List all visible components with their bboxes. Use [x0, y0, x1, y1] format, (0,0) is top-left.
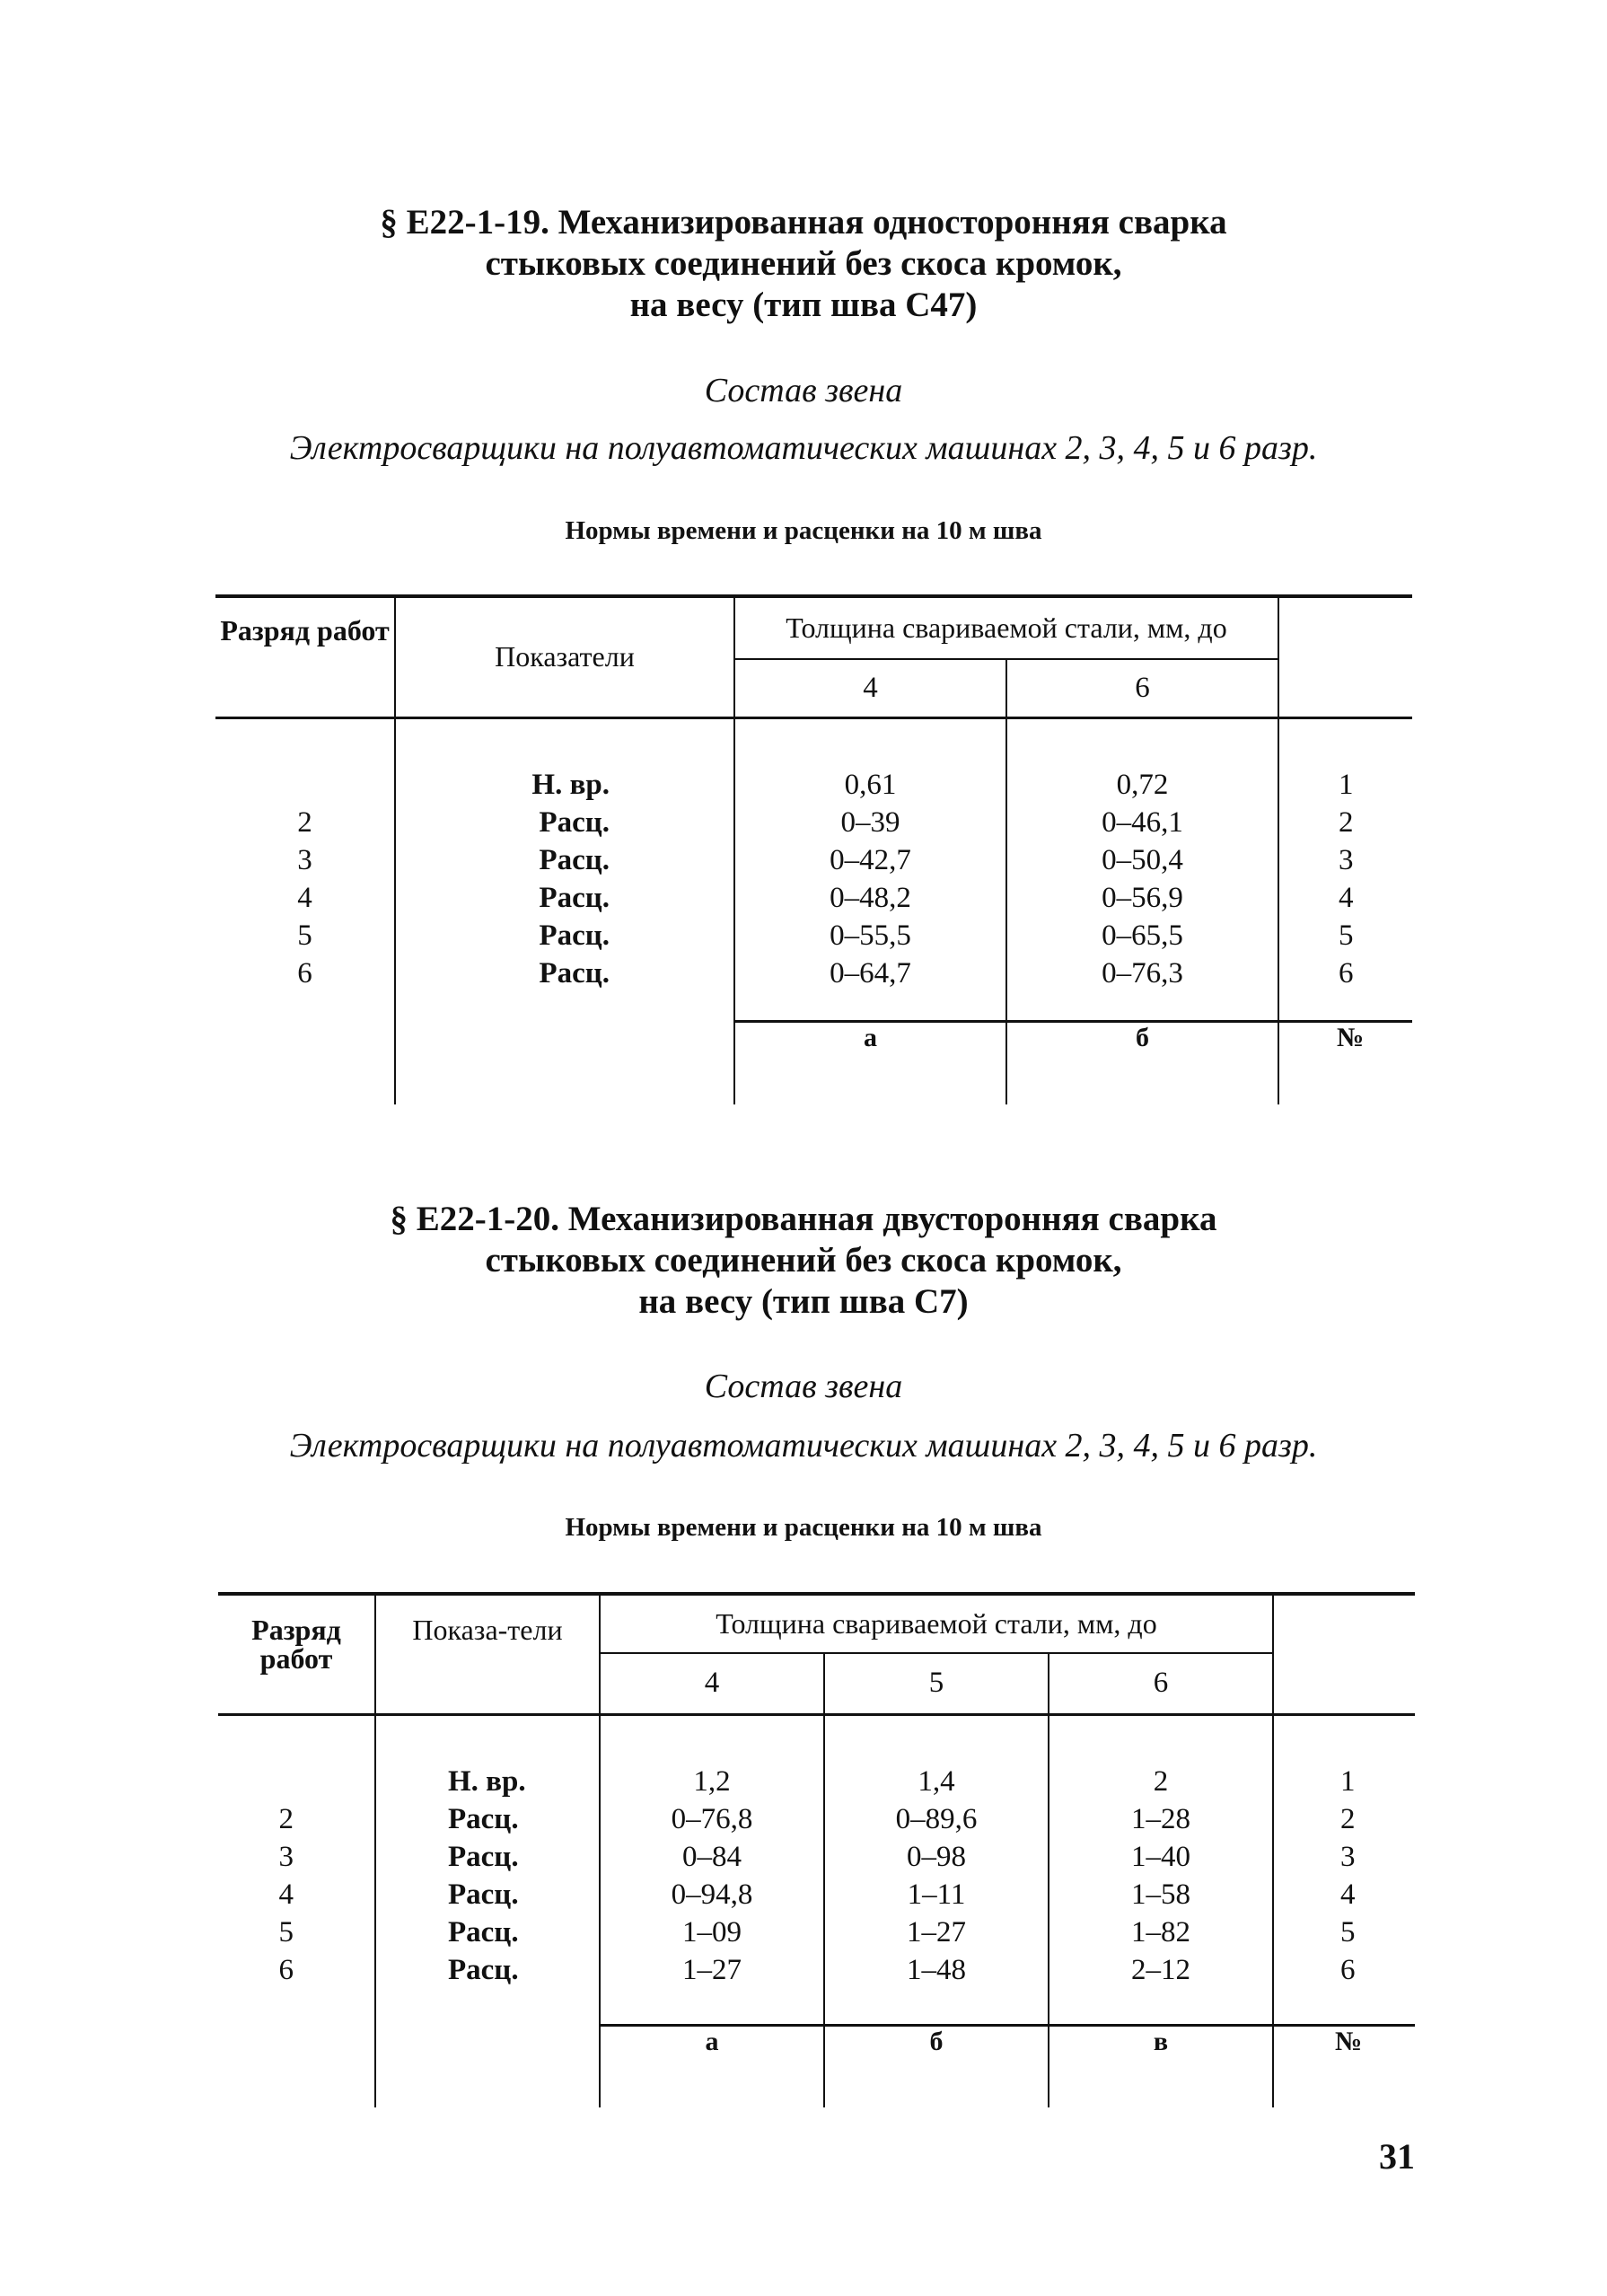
header-number-blank: [1273, 1594, 1415, 1714]
crew-composition: [0, 1361, 1607, 1471]
table-cell: 4: [1340, 1878, 1356, 1911]
table-cell: 0–76,8: [671, 1802, 753, 1835]
table-cell: 0,61: [844, 768, 897, 801]
footer-blank: [395, 1021, 734, 1104]
table-cell: 0–50,4: [1102, 843, 1183, 876]
footer-blank: [218, 2025, 375, 2107]
table-cell: 3: [1340, 1840, 1356, 1873]
table-cell: 1–82: [1131, 1915, 1190, 1949]
header-rank: Разряд работ: [215, 596, 395, 717]
table-cell: 1,2: [693, 1764, 731, 1798]
table-cell: 4: [1339, 881, 1354, 914]
composition-heading: Состав звена: [704, 372, 903, 409]
table-cell: 2: [1339, 805, 1354, 839]
value-column-a: [734, 717, 1006, 1021]
table-caption: Нормы времени и расценки на 10 м шва: [565, 1513, 1042, 1542]
table-cell: 6: [1339, 956, 1354, 990]
table-cell: [218, 1763, 294, 1800]
column-letter: в: [1049, 2025, 1273, 2107]
row-number-column: [1273, 1714, 1415, 2025]
table-cell: 1–28: [1131, 1802, 1190, 1835]
row-number-column: [1278, 717, 1412, 1021]
table-cell: 1–58: [1131, 1878, 1190, 1911]
section-title-line: § Е22-1-19. Механизированная односторонняя сварка: [380, 203, 1227, 242]
column-letter: а: [734, 1021, 1006, 1104]
table-cell: 1–27: [907, 1915, 966, 1949]
header-indicators: Показатели: [395, 596, 734, 717]
header-number-blank: [1278, 596, 1412, 717]
value-column-c: [1049, 1714, 1273, 2025]
section-title: [0, 1199, 1607, 1323]
table-cell: 1–09: [682, 1915, 742, 1949]
table-cell: 5: [1340, 1915, 1356, 1949]
table-cell: Расц.: [539, 919, 610, 952]
table-cell: Расц.: [539, 843, 610, 876]
table-cell: 3: [278, 1840, 294, 1873]
table-cell: 0–98: [907, 1840, 966, 1873]
table-cell: 0–65,5: [1102, 919, 1183, 952]
table-cell: 3: [297, 843, 312, 876]
table-cell: 0–42,7: [830, 843, 911, 876]
table-cell: 1,4: [918, 1764, 955, 1798]
table-cell: 1–27: [682, 1953, 742, 1986]
column-letter: б: [1006, 1021, 1278, 1104]
indicators-column: [395, 717, 734, 1021]
value-column-a: [600, 1714, 824, 2025]
table-cell: 1–11: [907, 1878, 966, 1911]
table-cell: 1–40: [1131, 1840, 1190, 1873]
table-cell: Расц.: [539, 805, 610, 839]
indicators-column: [375, 1714, 600, 2025]
table-cell: 0–76,3: [1102, 956, 1183, 990]
section-title-line: на весу (тип шва С7): [638, 1282, 969, 1321]
table-cell: 1: [1340, 1764, 1356, 1798]
norms-table: [218, 1592, 1415, 2107]
table-cell: 0–55,5: [830, 919, 911, 952]
table-cell: 0–56,9: [1102, 881, 1183, 914]
number-label: №: [1278, 1021, 1412, 1104]
table-cell: 0–89,6: [895, 1802, 978, 1835]
number-label: №: [1273, 2025, 1415, 2107]
value-column-b: [1006, 717, 1278, 1021]
table-cell: Расц.: [448, 1915, 519, 1949]
section-title-line: стыковых соединений без скоса кромок,: [485, 1241, 1122, 1280]
header-thickness: Толщина свариваемой стали, мм, до: [600, 1594, 1273, 1653]
table-cell: 0–84: [682, 1840, 742, 1873]
table-cell: 2: [1153, 1764, 1169, 1798]
table-cell: 6: [1340, 1953, 1356, 1986]
footer-blank: [215, 1021, 395, 1104]
value-column-b: [824, 1714, 1049, 2025]
table-cell: 1: [1339, 768, 1354, 801]
composition-text: Электросварщики на полуавтоматических машинах 2, 3, 4, 5 и 6 разр.: [289, 429, 1318, 467]
header-thickness-value: 6: [1006, 659, 1278, 717]
table-cell: 0,72: [1116, 768, 1169, 801]
footer-blank: [375, 2025, 600, 2107]
table-cell: Расц.: [448, 1840, 519, 1873]
norms-table: [215, 594, 1412, 1104]
table-cell: 3: [1339, 843, 1354, 876]
column-letter: б: [824, 2025, 1049, 2107]
rank-column: [215, 717, 395, 1021]
table-cell: Расц.: [448, 1878, 519, 1911]
table-cell: 0–94,8: [671, 1878, 753, 1911]
table-cell: 0–48,2: [830, 881, 911, 914]
header-thickness-value: 4: [600, 1653, 824, 1714]
table-caption: Нормы времени и расценки на 10 м шва: [565, 516, 1042, 545]
header-rank: Разряд работ: [218, 1594, 375, 1714]
table-cell: 2–12: [1131, 1953, 1190, 1986]
table-cell: 6: [297, 956, 312, 990]
table-cell: Н. вр.: [448, 1764, 526, 1798]
table-cell: 2: [278, 1802, 294, 1835]
section-title: [0, 202, 1607, 326]
table-cell: 5: [297, 919, 312, 952]
header-thickness-value: 6: [1049, 1653, 1273, 1714]
table-cell: Расц.: [539, 956, 610, 990]
table-cell: 1–48: [907, 1953, 966, 1986]
table-cell: 6: [278, 1953, 294, 1986]
crew-composition: [0, 365, 1607, 473]
table-cell: 5: [1339, 919, 1354, 952]
page-number: 31: [1379, 2136, 1415, 2177]
section-title-line: § Е22-1-20. Механизированная двусторонняя сварка: [390, 1200, 1217, 1238]
composition-text: Электросварщики на полуавтоматических машинах 2, 3, 4, 5 и 6 разр.: [289, 1427, 1318, 1465]
table-cell: 0–64,7: [830, 956, 911, 990]
header-indicators: Показа-тели: [375, 1594, 600, 1714]
header-thickness-value: 5: [824, 1653, 1049, 1714]
section-title-line: на весу (тип шва С47): [629, 286, 978, 324]
rank-column: [218, 1714, 375, 2025]
table-cell: 5: [278, 1915, 294, 1949]
table-cell: 2: [1340, 1802, 1356, 1835]
composition-heading: Состав звена: [704, 1368, 903, 1405]
table-cell: 4: [278, 1878, 294, 1911]
table-cell: [215, 766, 394, 804]
table-cell: Н. вр.: [531, 768, 610, 801]
table-cell: Расц.: [539, 881, 610, 914]
header-thickness: Толщина свариваемой стали, мм, до: [734, 596, 1278, 659]
column-letter: а: [600, 2025, 824, 2107]
section-title-line: стыковых соединений без скоса кромок,: [485, 244, 1122, 283]
table-cell: 0–46,1: [1102, 805, 1183, 839]
table-cell: 4: [297, 881, 312, 914]
header-thickness-value: 4: [734, 659, 1006, 717]
table-cell: 2: [297, 805, 312, 839]
table-cell: Расц.: [448, 1953, 519, 1986]
table-cell: Расц.: [448, 1802, 519, 1835]
table-cell: 0–39: [840, 805, 900, 839]
